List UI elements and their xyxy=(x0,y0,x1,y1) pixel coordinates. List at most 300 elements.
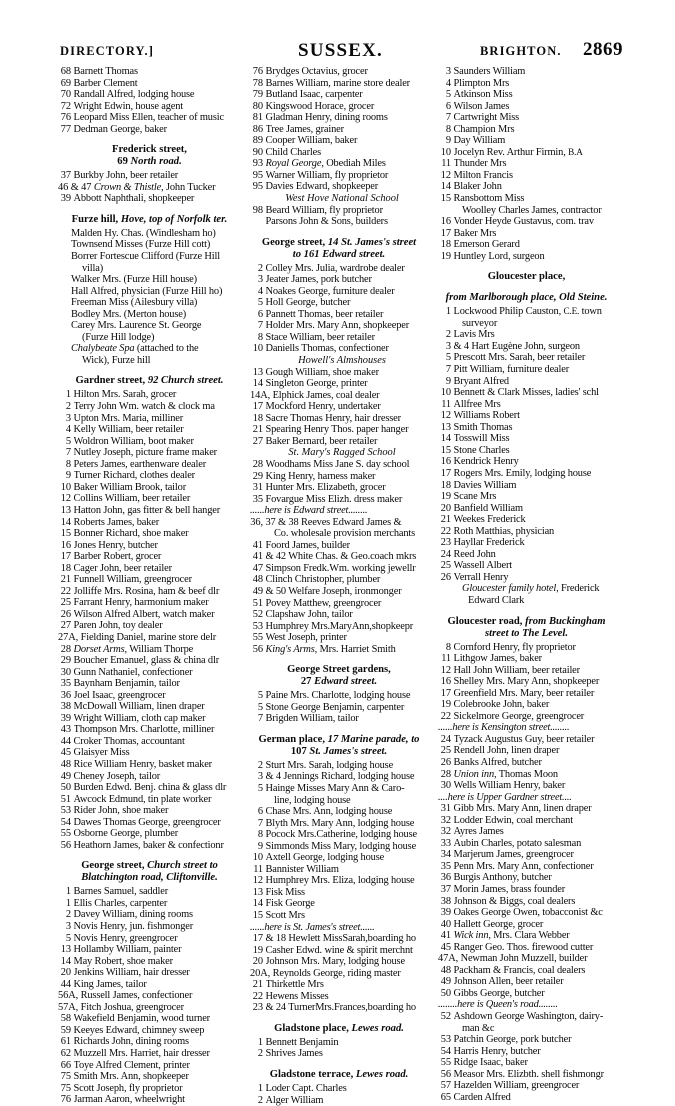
entry-number: 47A, xyxy=(438,953,459,965)
entry-number: 6 xyxy=(257,806,263,818)
header-left-label: DIRECTORY.] xyxy=(60,44,154,58)
entry-text: Brydges Octavius, grocer xyxy=(265,66,368,77)
entry-text: Fielding Daniel, marine store delr xyxy=(80,631,217,643)
entry-text: Thirkettle Mrs xyxy=(265,979,324,991)
entry-number: 50 xyxy=(60,782,71,794)
directory-columns xyxy=(58,66,620,1106)
entry-number: 29 xyxy=(252,470,263,482)
directory-entry xyxy=(438,376,615,388)
entry-text: Tree James, grainer xyxy=(265,123,344,135)
entry-number: 39 xyxy=(60,712,71,724)
entry-text: Beard William, fly proprietor xyxy=(265,204,383,216)
directory-entry xyxy=(58,840,241,852)
directory-entry xyxy=(438,306,615,318)
directory-entry xyxy=(438,456,615,468)
entry-text: Hewens Misses xyxy=(265,990,329,1002)
entry-text: Carden Alfred xyxy=(453,1091,511,1103)
entry-text: Kingswood Horace, grocer xyxy=(265,100,375,112)
directory-entry xyxy=(438,537,615,549)
entry-number: 95 xyxy=(252,181,263,193)
entry-text: Gunn Nathaniel, confectioner xyxy=(73,666,193,678)
directory-entry xyxy=(58,979,241,991)
cross-street-divider: ....here is Upper Gardner street.... xyxy=(438,791,572,803)
entry-number: 86 xyxy=(252,123,263,135)
directory-entry xyxy=(58,701,241,713)
entry-text: Turner Richard, clothes dealer xyxy=(73,470,195,482)
entry-text: Hayllar Frederick xyxy=(453,537,525,549)
entry-text: Funnell William, greengrocer xyxy=(73,574,192,586)
directory-entry xyxy=(58,632,241,644)
entry-continuation: Woolley Charles James, contractor xyxy=(462,204,602,216)
entry-number: 19 xyxy=(252,944,263,956)
entry-continuation: Gloucester family hotel, Frederick xyxy=(462,583,600,595)
directory-entry xyxy=(58,447,241,459)
entry-text: Rogers Mrs. Emily, lodging house xyxy=(453,467,592,479)
entry-text: Kelly William, beer retailer xyxy=(73,424,184,436)
directory-entry xyxy=(250,309,428,321)
entry-number: 21 xyxy=(60,574,71,586)
directory-entry xyxy=(250,297,428,309)
directory-entry xyxy=(438,734,615,746)
entry-text: Ransbottom Miss xyxy=(453,193,525,205)
entry-text: Croker Thomas, accountant xyxy=(73,735,185,747)
directory-entry xyxy=(438,560,615,572)
entry-number: 2 xyxy=(445,329,451,341)
entry-number: 89 xyxy=(252,135,263,147)
directory-entry xyxy=(438,572,615,584)
directory-entry xyxy=(250,1002,428,1014)
directory-entry xyxy=(58,898,241,910)
directory-entry xyxy=(438,826,615,838)
column-3 xyxy=(432,66,619,1103)
entry-text: Cooper William, baker xyxy=(265,135,358,147)
directory-entry xyxy=(438,1057,615,1069)
entry-text: Simmonds Miss Mary, lodging house xyxy=(265,840,417,852)
directory-entry xyxy=(438,329,615,341)
entry-text: King James, tailor xyxy=(73,978,147,990)
entry-number: 4 xyxy=(445,77,451,89)
entry-text: Russell James, confectioner xyxy=(80,990,193,1002)
entry-number: 22 xyxy=(440,710,451,722)
directory-entry xyxy=(58,713,241,725)
directory-entry xyxy=(438,872,615,884)
entry-number: 15 xyxy=(60,528,71,540)
street-heading-line2: street to The Level. xyxy=(485,627,568,639)
entry-text: Cornford Henry, fly proprietor xyxy=(453,641,576,653)
entry-text: Simpson Fredk.Wm. working jewellr xyxy=(265,562,416,574)
entry-number: 18 xyxy=(440,479,451,491)
entry-text: Ashdown George Washington, dairy- xyxy=(453,1011,604,1023)
entry-number: 5 xyxy=(257,782,263,794)
entry-continuation: Co. wholesale provision merchants xyxy=(274,528,416,540)
resident-line: Chalybeate Spa (attached to the xyxy=(71,343,199,355)
entry-text: Wright Edwin, house agent xyxy=(73,100,184,112)
directory-entry xyxy=(250,829,428,841)
directory-entry xyxy=(58,101,241,113)
entry-number: 56 xyxy=(60,839,71,851)
entry-text: Sickelmore George, greengrocer xyxy=(453,710,585,722)
entry-number: 49 xyxy=(60,770,71,782)
entry-number: 51 xyxy=(252,597,263,609)
entry-number: 12 xyxy=(252,875,263,887)
directory-entry xyxy=(58,817,241,829)
entry-text: Thunder Mrs xyxy=(453,158,507,170)
entry-text: Saunders William xyxy=(453,66,526,77)
entry-number: 9 xyxy=(65,470,71,482)
entry-text: Fovargue Miss Elizh. dress maker xyxy=(265,493,403,505)
entry-continuation: surveyor xyxy=(462,317,498,329)
entry-text: Hollamby William, painter xyxy=(73,944,182,956)
directory-entry xyxy=(58,1002,241,1014)
entry-number: 6 xyxy=(257,308,263,320)
entry-number: 12 xyxy=(440,664,451,676)
street-heading: Gladstone terrace, Lewes road. xyxy=(269,1069,409,1081)
entry-text: Paren John, toy dealer xyxy=(73,620,163,632)
entry-text: Humphrey Mrs.MaryAnn,shopkeepr xyxy=(265,620,414,632)
entry-text: Jenkins William, hair dresser xyxy=(73,967,190,979)
entry-text: 37 & 38 Reeves Edward James & xyxy=(265,516,402,528)
directory-entry xyxy=(58,459,241,471)
entry-text: Roth Matthias, physician xyxy=(453,525,555,537)
entry-text: Randall Alfred, lodging house xyxy=(73,89,195,101)
directory-entry xyxy=(250,424,428,436)
entry-text: Toye Alfred Clement, printer xyxy=(73,1059,190,1071)
directory-entry xyxy=(250,390,428,402)
entry-text: Jarman Aaron, wheelwright xyxy=(73,1094,185,1106)
entry-number: 23 xyxy=(252,1002,263,1014)
directory-entry xyxy=(58,620,241,632)
entry-text: Blyth Mrs. Mary Ann, lodging house xyxy=(265,817,415,829)
entry-text: Hatton John, gas fitter & bell hanger xyxy=(73,504,221,516)
entry-number: 36 xyxy=(60,689,71,701)
entry-text: Lodder Edwin, coal merchant xyxy=(453,814,573,826)
entry-number: 29 xyxy=(60,655,71,667)
entry-number: 56 xyxy=(252,643,263,655)
entry-text: Jolliffe Mrs. Rosina, ham & beef dlr xyxy=(73,585,220,597)
entry-number: 10 xyxy=(440,146,451,158)
directory-entry xyxy=(58,921,241,933)
entry-number: 37 xyxy=(440,884,451,895)
directory-entry xyxy=(58,1083,241,1095)
entry-number: 39 xyxy=(440,907,451,919)
directory-entry xyxy=(250,898,428,910)
entry-text: Spearing Henry Thos. paper hanger xyxy=(265,424,409,436)
entry-number: 3 xyxy=(65,412,71,424)
entry-number: 11 xyxy=(441,653,451,665)
resident-line: Freeman Miss (Ailesbury villa) xyxy=(71,297,198,309)
directory-entry xyxy=(438,422,615,434)
entry-number: 1 xyxy=(257,1083,263,1095)
directory-entry xyxy=(438,688,615,700)
directory-entry xyxy=(58,193,241,205)
entry-number: 8 xyxy=(445,123,451,135)
entry-number: 52 xyxy=(252,609,263,621)
entry-text: Fisk George xyxy=(265,898,315,910)
cross-street-divider: ......here is St. James's street...... xyxy=(250,921,375,933)
entry-number: 17 xyxy=(252,401,263,413)
directory-entry xyxy=(250,332,428,344)
street-heading: George street, 14 St. James's street to 161 Edward street. xyxy=(250,237,428,261)
entry-text: Baynham Benjamin, tailor xyxy=(73,678,180,690)
entry-number: 35 xyxy=(440,860,451,872)
directory-entry xyxy=(250,343,428,355)
directory-entry xyxy=(58,78,241,90)
entry-text: Banfield William xyxy=(453,502,523,514)
directory-entry xyxy=(250,690,428,702)
directory-entry xyxy=(438,861,615,873)
directory-entry xyxy=(438,884,615,896)
directory-entry xyxy=(438,216,615,228)
entry-text: Alger William xyxy=(265,1094,324,1106)
entry-text: Wilson Alfred Albert, watch maker xyxy=(73,608,215,620)
entry-number: 22 xyxy=(60,585,71,597)
directory-entry xyxy=(58,170,241,182)
directory-entry xyxy=(438,78,615,90)
entry-text: Emerson Gerard xyxy=(453,239,520,251)
entry-number: 35 xyxy=(252,493,263,505)
entry-number: 37 xyxy=(60,170,71,182)
entry-text: Plimpton Mrs xyxy=(453,77,510,89)
entry-text: Glaisyer Miss xyxy=(73,747,130,759)
entry-text: Pocock Mrs.Catherine, lodging house xyxy=(265,829,417,841)
entry-text: Scane Mrs xyxy=(453,491,497,503)
entry-number: 7 xyxy=(257,817,263,829)
entry-text: Hilton Mrs. Sarah, grocer xyxy=(73,389,177,401)
entry-text: Colley Mrs. Julia, wardrobe dealer xyxy=(265,262,405,274)
entry-number: 27 xyxy=(252,435,263,447)
entry-text: Union inn, Thomas Moon xyxy=(453,768,558,780)
entry-text: Penn Mrs. Mary Ann, confectioner xyxy=(453,860,594,872)
entry-number: 55 xyxy=(440,1057,451,1069)
entry-number: 25 xyxy=(440,560,451,572)
entry-text: Baker William Brook, tailor xyxy=(73,481,186,493)
entry-number: 4 xyxy=(65,424,71,436)
directory-entry xyxy=(438,101,615,113)
directory-entry xyxy=(250,540,428,552)
entry-text: Warner William, fly proprietor xyxy=(265,169,389,181)
entry-number: 66 xyxy=(60,1059,71,1071)
directory-entry xyxy=(438,1046,615,1058)
column-1 xyxy=(58,66,245,1106)
directory-entry xyxy=(438,112,615,124)
entry-text: Novis Henry, greengrocer xyxy=(73,932,178,944)
directory-entry xyxy=(438,769,615,781)
entry-text: Johnson & Biggs, coal dealers xyxy=(453,895,576,907)
directory-entry xyxy=(58,1036,241,1048)
directory-entry xyxy=(250,459,428,471)
directory-entry xyxy=(438,352,615,364)
directory-entry xyxy=(58,586,241,598)
entry-number: 21 xyxy=(252,424,263,436)
entry-number: 41 xyxy=(252,539,263,551)
entry-text: Dawes Thomas George, greengrocer xyxy=(73,816,221,828)
entry-number: 69 xyxy=(60,77,71,89)
entry-text: Chase Mrs. Ann, lodging house xyxy=(265,806,393,818)
entry-text: Greenfield Mrs. Mary, beer retailer xyxy=(453,687,595,699)
directory-entry xyxy=(250,979,428,991)
entry-text: Atkinson Miss xyxy=(453,89,513,101)
entry-number: 48 xyxy=(440,964,451,976)
directory-entry xyxy=(438,239,615,251)
entry-number: 49 xyxy=(440,976,451,988)
entry-number: 17 xyxy=(440,687,451,699)
entry-number: 17 xyxy=(440,467,451,479)
entry-number: 72 xyxy=(60,100,71,112)
entry-number: 75 xyxy=(60,1071,71,1083)
directory-entry xyxy=(250,170,428,182)
directory-entry xyxy=(58,89,241,101)
entry-number: 39 xyxy=(60,193,71,205)
entry-number: 14 xyxy=(252,898,263,910)
entry-number: 7 xyxy=(445,364,451,376)
entry-number: 22 xyxy=(252,990,263,1002)
directory-entry xyxy=(438,170,615,182)
entry-text: Milton Francis xyxy=(453,169,513,181)
entry-number: 55 xyxy=(60,828,71,840)
directory-entry xyxy=(438,228,615,240)
directory-entry xyxy=(250,563,428,575)
entry-number: 1 xyxy=(257,1036,263,1048)
entry-text: Shelley Mrs. Mary Ann, shopkeeper xyxy=(453,676,600,688)
directory-entry xyxy=(438,503,615,515)
column-2 xyxy=(245,66,432,1106)
directory-entry xyxy=(250,887,428,899)
directory-entry xyxy=(438,445,615,457)
entry-text: Banks Alfred, butcher xyxy=(453,756,542,768)
entry-number: 6 xyxy=(445,100,451,112)
directory-entry xyxy=(58,1094,241,1106)
entry-number: 45 xyxy=(60,747,71,759)
directory-entry xyxy=(58,505,241,517)
entry-number: 57 xyxy=(440,1080,451,1092)
entry-number: 20 xyxy=(60,967,71,979)
entry-number: 10 xyxy=(252,343,263,355)
cross-street-divider: ......here is Edward street........ xyxy=(250,505,368,517)
entry-number: 4 xyxy=(257,285,263,297)
entry-text: Hunter Mrs. Elizabeth, grocer xyxy=(265,482,386,494)
entry-text: Barber Clement xyxy=(73,77,138,89)
entry-number: 28 xyxy=(440,768,451,780)
header-town-label: BRIGHTON. xyxy=(480,44,562,58)
street-heading-line2: 27 Edward street. xyxy=(300,676,378,688)
directory-entry xyxy=(58,933,241,945)
entry-number: 10 xyxy=(440,387,451,399)
directory-entry xyxy=(58,551,241,563)
directory-entry xyxy=(250,933,428,945)
street-heading-line2: to 161 Edward street. xyxy=(292,248,386,260)
entry-number: 5 xyxy=(257,690,263,702)
entry-number: 26 xyxy=(60,608,71,620)
entry-number: 81 xyxy=(252,112,263,124)
entry-number: 58 xyxy=(60,1013,71,1025)
directory-entry xyxy=(438,1034,615,1046)
directory-entry xyxy=(58,66,241,78)
entry-text: Stone George Benjamin, carpenter xyxy=(265,701,405,713)
resident-line: Bodley Mrs. (Merton house) xyxy=(71,308,186,320)
entry-text: Fisk Miss xyxy=(265,886,305,898)
entry-continuation: Edward Clark xyxy=(468,594,525,606)
directory-entry xyxy=(250,78,428,90)
directory-entry xyxy=(438,907,615,919)
entry-number: 5 xyxy=(445,352,451,364)
entry-number: 7 xyxy=(445,112,451,124)
entry-text: Bonner Richard, shoe maker xyxy=(73,528,189,540)
entry-text: Hazelden William, greengrocer xyxy=(453,1080,580,1092)
entry-number: 1 xyxy=(65,389,71,401)
entry-number: 17 xyxy=(252,933,263,945)
entry-number: 14 xyxy=(252,378,263,390)
entry-number: 10 xyxy=(60,481,71,493)
page-number: 2869 xyxy=(583,39,623,60)
directory-entry xyxy=(58,944,241,956)
directory-entry xyxy=(438,665,615,677)
directory-entry xyxy=(58,401,241,413)
directory-entry xyxy=(58,1025,241,1037)
entry-number: 36 xyxy=(440,872,451,884)
entry-text: Mockford Henry, undertaker xyxy=(265,401,381,413)
entry-number: 33 xyxy=(440,837,451,849)
entry-number: 50 xyxy=(440,987,451,999)
directory-entry xyxy=(438,181,615,193)
entry-text: Prescott Mrs. Sarah, beer retailer xyxy=(453,352,586,364)
directory-entry xyxy=(58,470,241,482)
entry-text: Burgis Anthony, butcher xyxy=(453,872,552,884)
directory-entry xyxy=(250,378,428,390)
entry-number: 56 xyxy=(440,1068,451,1080)
directory-entry xyxy=(250,89,428,101)
directory-entry xyxy=(438,642,615,654)
directory-entry xyxy=(250,181,428,193)
entry-text: Keeyes Edward, chimney sweep xyxy=(73,1024,205,1036)
entry-text: Barnes William, marine store dealer xyxy=(265,77,410,89)
directory-entry xyxy=(438,988,615,1000)
entry-number: 40 xyxy=(440,918,451,930)
entry-text: & 4 Jennings Richard, lodging house xyxy=(265,771,415,783)
entry-number: 34 xyxy=(440,849,451,861)
entry-text: Parsons John & Sons, builders xyxy=(265,216,388,228)
entry-number: 13 xyxy=(252,366,263,378)
entry-number: 75 xyxy=(60,1082,71,1094)
entry-number: 62 xyxy=(60,1048,71,1060)
entry-text: Aubin Charles, potato salesman xyxy=(453,837,582,849)
entry-number: 28 xyxy=(252,458,263,470)
entry-text: Novis Henry, jun. fishmonger xyxy=(73,921,194,932)
directory-entry xyxy=(438,976,615,988)
entry-number: 36, xyxy=(250,516,263,528)
directory-entry xyxy=(250,367,428,379)
entry-text: Abbott Naphthali, shopkeeper xyxy=(73,193,195,205)
directory-entry xyxy=(58,794,241,806)
entry-text: Dorset Arms, William Thorpe xyxy=(73,643,194,655)
directory-entry xyxy=(250,945,428,957)
entry-number: 54 xyxy=(440,1045,451,1057)
entry-number: 77 xyxy=(60,123,71,135)
entry-number: 11 xyxy=(253,863,263,875)
entry-text: Loder Capt. Charles xyxy=(265,1083,347,1095)
entry-text: Nutley Joseph, picture frame maker xyxy=(73,447,217,459)
street-heading: German place, 17 Marine parade, to 107 St. James's street. xyxy=(250,734,428,758)
entry-text: Bryant Alfred xyxy=(453,375,509,387)
entry-text: Roberts James, baker xyxy=(73,516,160,528)
entry-text: Axtell George, lodging house xyxy=(265,852,385,864)
entry-text: Barnes Samuel, saddler xyxy=(73,886,169,898)
entry-number: 55 xyxy=(252,632,263,644)
entry-text: Noakes George, furniture dealer xyxy=(265,285,395,297)
entry-number: 14 xyxy=(440,433,451,445)
entry-text: Harris Henry, butcher xyxy=(453,1045,541,1057)
entry-text: Tosswill Miss xyxy=(453,433,510,445)
entry-number: 41 xyxy=(440,930,451,942)
